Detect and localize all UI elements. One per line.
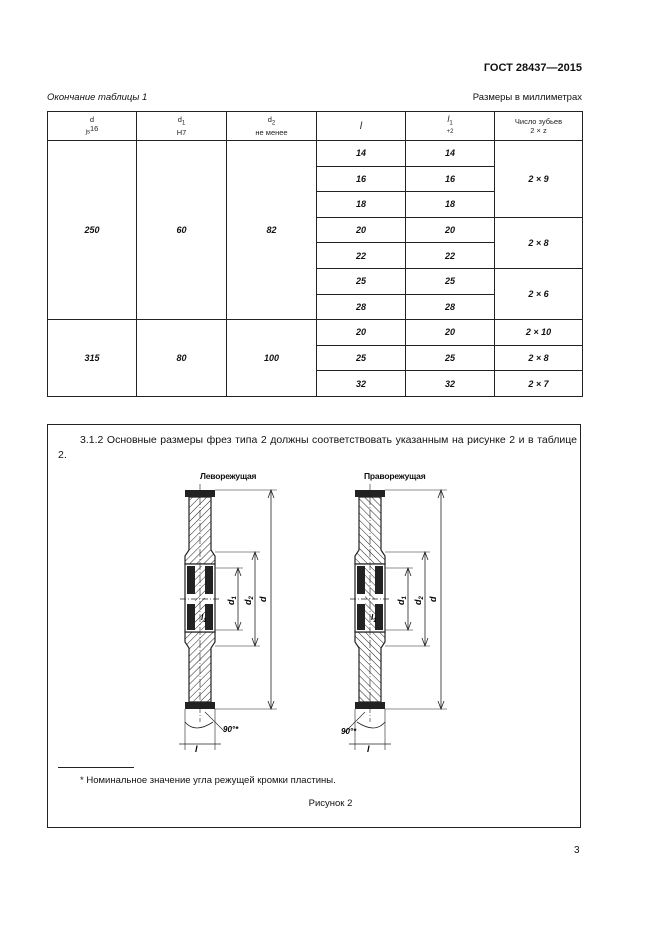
cell-teeth: 2 × 9 xyxy=(495,141,583,218)
symbol: l xyxy=(201,613,204,622)
footnote: * Номинальное значение угла режущей кромки пластины. xyxy=(80,775,336,786)
symbol: d xyxy=(226,599,236,605)
cell-l1: 16 xyxy=(406,166,495,192)
col-header-teeth xyxy=(495,112,583,141)
col-header-d-tolerance xyxy=(48,124,136,138)
cell-l: 32 xyxy=(317,371,406,397)
col-header-d xyxy=(48,112,137,141)
cell-d1: 60 xyxy=(137,141,227,320)
symbol-index: 2 xyxy=(419,596,425,600)
symbol: d xyxy=(243,599,253,605)
symbol-index: 1 xyxy=(232,596,238,600)
tolerance-grade: 16 xyxy=(90,123,99,133)
symbol: d xyxy=(396,599,406,605)
cell-l: 20 xyxy=(317,217,406,243)
left-cutter-title: Леворежущая xyxy=(200,471,257,481)
dimensions-table xyxy=(47,111,583,397)
cell-teeth: 2 × 8 xyxy=(495,345,583,371)
section-paragraph: 3.1.2 Основные размеры фрез типа 2 должны соответствовать указанным на рисунке 2 и в таблице 2. xyxy=(58,434,577,461)
symbol-index: 2 xyxy=(249,596,255,600)
symbol-index: 1 xyxy=(449,120,453,127)
cell-l1: 22 xyxy=(406,243,495,269)
symbol: d xyxy=(177,114,182,124)
cell-l1: 18 xyxy=(406,192,495,218)
cell-l: 18 xyxy=(317,192,406,218)
table-caption: Окончание таблицы 1 xyxy=(47,92,148,103)
cell-l: 20 xyxy=(317,320,406,346)
col-header-l1-tolerance: +2 xyxy=(446,129,454,136)
dim-d-label: d xyxy=(428,596,438,602)
col-header-d2 xyxy=(227,112,317,141)
col-header-teeth-title: Число зубьев xyxy=(514,117,563,126)
symbol: l xyxy=(447,113,450,124)
cell-l: 25 xyxy=(317,345,406,371)
table-units: Размеры в миллиметрах xyxy=(472,92,582,103)
angle-label: 90°* xyxy=(223,725,239,734)
cell-l: 22 xyxy=(317,243,406,269)
cell-d1: 80 xyxy=(137,320,227,397)
cell-l1: 20 xyxy=(406,320,495,346)
cell-l: 16 xyxy=(317,166,406,192)
cell-d2: 100 xyxy=(227,320,317,397)
page-number: 3 xyxy=(574,845,580,856)
cell-teeth: 2 × 6 xyxy=(495,268,583,319)
cell-l1: 28 xyxy=(406,294,495,320)
cell-d: 250 xyxy=(48,141,137,320)
footnote-divider xyxy=(58,767,134,768)
cell-d: 315 xyxy=(48,320,137,397)
cell-l: 25 xyxy=(317,268,406,294)
col-header-d1-note: H7 xyxy=(176,128,187,138)
col-header-d-symbol: d xyxy=(89,114,95,124)
document-code: ГОСТ 28437—2015 xyxy=(483,62,582,74)
symbol: l xyxy=(359,120,363,132)
cell-l: 28 xyxy=(317,294,406,320)
col-header-d1 xyxy=(137,112,227,141)
dim-l-label: l xyxy=(367,744,370,754)
cell-l1: 25 xyxy=(406,345,495,371)
cell-teeth: 2 × 7 xyxy=(495,371,583,397)
cell-l1: 14 xyxy=(406,141,495,167)
col-header-teeth-formula: 2 × z xyxy=(530,126,547,135)
symbol-index: 1 xyxy=(181,120,186,127)
right-cutter-drawing xyxy=(335,482,465,757)
col-header-d1-symbol xyxy=(137,115,226,129)
col-header-l1 xyxy=(406,112,495,141)
symbol: d xyxy=(413,599,423,605)
tolerance-field: js xyxy=(85,129,90,136)
dim-d1-label xyxy=(396,596,408,606)
cell-d2: 82 xyxy=(227,141,317,320)
symbol: d xyxy=(267,114,272,124)
dim-d2-label xyxy=(243,596,255,606)
symbol-index: 1 xyxy=(373,618,377,624)
cell-l1: 20 xyxy=(406,217,495,243)
col-header-d2-note: не менее xyxy=(255,128,288,138)
dim-d1-label xyxy=(226,596,238,606)
symbol-index: 1 xyxy=(203,618,207,624)
col-header-l xyxy=(317,112,406,141)
dim-d-label: d xyxy=(258,596,268,602)
cell-l: 14 xyxy=(317,141,406,167)
figure-caption: Рисунок 2 xyxy=(308,798,353,809)
symbol-index: 1 xyxy=(402,596,408,600)
col-header-d2-symbol xyxy=(227,115,316,129)
cell-teeth: 2 × 8 xyxy=(495,217,583,268)
symbol-index: 2 xyxy=(271,120,276,127)
symbol: l xyxy=(371,613,374,622)
dim-d2-label xyxy=(413,596,425,606)
dim-l-label: l xyxy=(195,744,198,754)
table-row xyxy=(48,320,583,346)
left-cutter-drawing xyxy=(165,482,295,757)
cell-l1: 25 xyxy=(406,268,495,294)
table-row xyxy=(48,141,583,167)
angle-label: 90°* xyxy=(341,727,357,736)
cell-teeth: 2 × 10 xyxy=(495,320,583,346)
col-header-l1-symbol xyxy=(406,115,494,129)
right-cutter-title: Праворежущая xyxy=(364,471,426,481)
cell-l1: 32 xyxy=(406,371,495,397)
